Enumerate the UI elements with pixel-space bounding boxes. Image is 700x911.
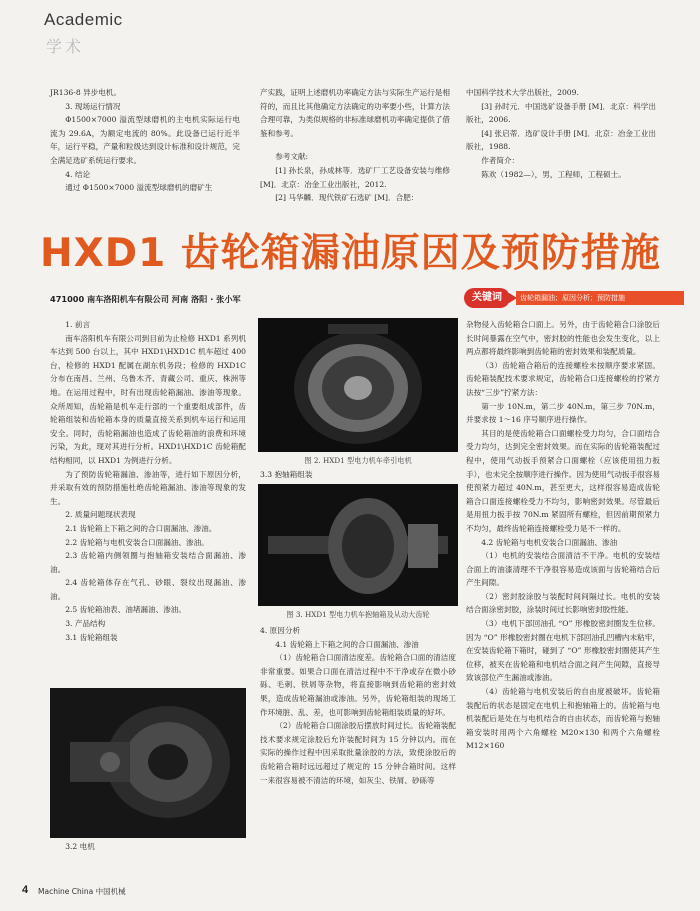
figure-caption: 图 2. HXD1 型电力机车牵引电机 — [304, 456, 412, 465]
paragraph: 杂物侵入齿轮箱合口面上。另外，由于齿轮箱合口涂胶后长时间暴露在空气中，密封胶的性能也会发生变化，以上两点都将最终影响到齿轮箱的密封效果和装配质量。 — [466, 320, 660, 357]
prev-heading: 3. 现场运行情况 — [65, 101, 121, 111]
author-heading: 作者简介： — [481, 155, 520, 165]
reference-item: [2] 马华麟．现代铁矿石选矿 [M]．合肥： — [275, 193, 419, 203]
paragraph: （4）齿轮箱与电机安装后的自由度被破坏。齿轮箱装配后的状态是固定在电机上和抱轴箱上的。齿轮箱与电机装配后是处在与电机结合的自由状态，而齿轮箱与抱轴箱安装时用两个六角螺栓 M20×130 和两个六角螺栓 M12×160 — [466, 687, 660, 751]
section-heading: 1. 前言 — [65, 320, 91, 329]
fig2-after-block — [260, 468, 456, 482]
paragraph: 第一步 10N.m，第二步 40N.m，第三步 70N.m，并要求按 1～16 序号顺序进行操作。 — [466, 401, 660, 425]
subsection-heading: 3.1 齿轮箱组装 — [65, 632, 118, 642]
prev-text: Φ1500×7000 溢流型球磨机的主电机实际运行电流为 29.6A，为额定电流的 80%。此设备已运行近半年，运行平稳，产量和粒级达到设计标准和设计规范，完全满足选矿系统运行要求。 — [50, 115, 240, 165]
prev-text: JR136-8 异步电机。 — [50, 88, 122, 97]
paragraph: 其目的是使齿轮箱合口面螺栓受力均匀，合口面结合受力均匀，达到完全密封效果。而在实际的齿轮箱装配过程中，使用气动扳手预紧合口面螺栓（应该使用扭力扳手），也未完全按顺序进行操作。因为使用气动扳手很容易使预紧力超过 40N.m，甚至更大，这样很容易造成齿轮箱合口面连接螺栓受力不均匀，影响密封效果。尽管最后是用扭力扳手按 70N.m 紧固所有螺栓，但因前期预紧力不均匀，最终齿轮箱连接螺栓受力是不一样的。 — [466, 428, 660, 533]
subsection-heading: 3.2 电机 — [65, 842, 95, 851]
section-title-zh: 学术 — [46, 37, 85, 56]
keywords-label: 关键词 — [464, 288, 510, 308]
article-byline: 471000 南车洛阳机车有限公司 河南 洛阳 · 张小军 — [50, 294, 241, 304]
article-title: HXD1 齿轮箱漏油原因及预防措施 — [40, 231, 661, 276]
gearbox-photo — [50, 688, 246, 838]
article-col3 — [466, 318, 660, 753]
paragraph: 南车洛阳机车有限公司到目前为止检修 HXD1 系列机车达到 500 台以上，其中 HXD1\HXD1C 机车超过 400 台，检修的 HXD1 配属在湖东机务段；检修的 HXD1C 分布在南昌、兰州、乌鲁木齐、青藏公司、重庆、株洲等地。在运用过程中，时有出现齿轮箱漏油、渗油等现象。众所周知，齿轮箱是机车走行部的一个重要组成部件，齿轮箱组装和齿轮箱本身的质量直接关系到机车运行和运用安全。同时，齿轮箱漏油也造成了齿轮箱油的浪费和环境污染，为此，现对其进行分析。HXD1\HXD1C 齿轮箱配结构相同，以 HXD1 为例进行分析。 — [50, 333, 246, 465]
magazine-name: Machine China 中国机械 — [38, 887, 126, 896]
prev-heading: 4. 结论 — [65, 169, 91, 179]
paragraph: （2）齿轮箱合口面涂胶后摆放时间过长。齿轮箱装配技术要求规定涂胶后允许装配时间为 15 分钟以内。而在实际的操作过程中因采取批量涂胶的方法，致使涂胶后的齿轮箱合箱时远远超过了规定的 15 分钟合箱时间。这样一来很容易被不清洁的环境，如灰尘、铁屑、砂砾等 — [260, 721, 456, 785]
author-info: 陈欢（1982—），男，工程师，工程硕士。 — [481, 169, 626, 179]
reference-item: 中国科学技术大学出版社，2009. — [466, 88, 579, 97]
paragraph: （2）密封胶涂胶与装配时间间隔过长。电机的安装结合面涂密封胶，涂装时间过长影响密封胶性能。 — [466, 591, 660, 615]
list-item: 2.1 齿轮箱上下箱之间的合口面漏油、渗油。 — [65, 523, 217, 533]
paragraph: （3）电机下部回油孔 “O” 形橡胶密封圈发生位移。因为 “O” 形橡胶密封圈在电机下部回油孔凹槽内未粘牢，在安装齿轮箱下箱时，碰到了 “O” 形橡胶密封圈使其产生位移，被夹在齿轮箱和电机结合面之间产生间隙，直接导致该部位产生漏油或渗油。 — [466, 619, 660, 683]
article-col1 — [50, 318, 246, 644]
prev-article-col2 — [260, 86, 450, 205]
prev-article-col3 — [466, 86, 656, 181]
section-heading: 2. 质量问题现状表现 — [65, 510, 136, 520]
prev-article-col1 — [50, 86, 240, 195]
list-item: 2.4 齿轮箱体存在气孔、砂眼、裂纹出现漏油、渗油。 — [50, 578, 246, 601]
section-title-en: Academic — [44, 10, 123, 29]
paragraph: 为了预防齿轮箱漏油、渗油等，进行如下原因分析，并采取有效的预防措施杜绝齿轮箱漏油、渗油等现象的发生。 — [50, 469, 246, 506]
prev-text: 通过 Φ1500×7000 溢流型球磨机的磨矿生 — [65, 183, 213, 193]
subsection-heading: 3.3 抱轴箱组装 — [260, 470, 313, 479]
reference-item: [4] 张启蒂．选矿设计手册 [M]．北京：冶金工业出版社，1988. — [466, 128, 656, 152]
keywords-text: 齿轮箱漏油；原因分析；预防措施 — [516, 291, 684, 305]
keywords-bar — [464, 288, 686, 308]
paragraph: （1）齿轮箱合口面清洁度差。齿轮箱合口面的清洁度非常重要。如果合口面在清洁过程中不干净或存在微小砂砾、毛刺、铁屑等杂物，将直接影响到齿轮箱的密封效果，造成齿轮箱漏油或渗油。另外，齿轮箱组装的现场工作环境脏、乱、差，也可影响到齿轮箱组装质量的好坏。 — [260, 653, 456, 717]
page-number: 4 — [22, 884, 29, 896]
list-item: 2.2 齿轮箱与电机安装合口面漏油、渗油。 — [65, 537, 209, 547]
reference-item: [1] 孙长泉，孙成林等．选矿厂工艺设备安装与维修 [M]．北京：冶金工业出版社，2012. — [260, 165, 450, 189]
reference-item: [3] 孙时元．中国选矿设备手册 [M]．北京：科学出版社，2006. — [466, 101, 656, 125]
subsection-heading: 4.2 齿轮箱与电机安装合口面漏油、渗油 — [481, 537, 618, 547]
figure-caption: 图 3. HXD1 型电力机车抱轴箱及从动大齿轮 — [286, 610, 430, 619]
references-heading: 参考文献: — [275, 152, 309, 162]
axle-box-photo — [258, 484, 458, 606]
list-item: 2.3 齿轮箱内侧领圈与抱轴箱安装结合面漏油、渗油。 — [50, 551, 246, 574]
prev-text: 产实践，证明上述磨机功率确定方法与实际生产运行是相符的，而且比其他确定方法确定的功率要小些，计算方法合理可靠，为类似规格的非标准球磨机功率确定提供了借鉴和参考。 — [260, 88, 450, 138]
paragraph: （3）齿轮箱合箱后的连接螺栓未按顺序要求紧固。齿轮箱装配技术要求规定，齿轮箱合口连接螺栓的拧紧方法按“三步”拧紧方法： — [466, 360, 660, 397]
subsection-heading: 4.1 齿轮箱上下箱之间的合口面漏油、渗油 — [275, 639, 419, 649]
fig1-caption-block — [50, 840, 246, 854]
paragraph: （1）电机的安装结合面清洁不干净。电机的安装结合面上的油漆清理不干净很容易造成该面与齿轮箱结合后产生间隙。 — [466, 551, 660, 588]
article-col2 — [260, 624, 456, 787]
section-heading: 4. 原因分析 — [260, 626, 301, 635]
section-heading: 3. 产品结构 — [65, 619, 106, 629]
list-item: 2.5 齿轮箱油表、油堵漏油、渗油。 — [65, 605, 186, 615]
traction-motor-photo — [258, 318, 458, 452]
